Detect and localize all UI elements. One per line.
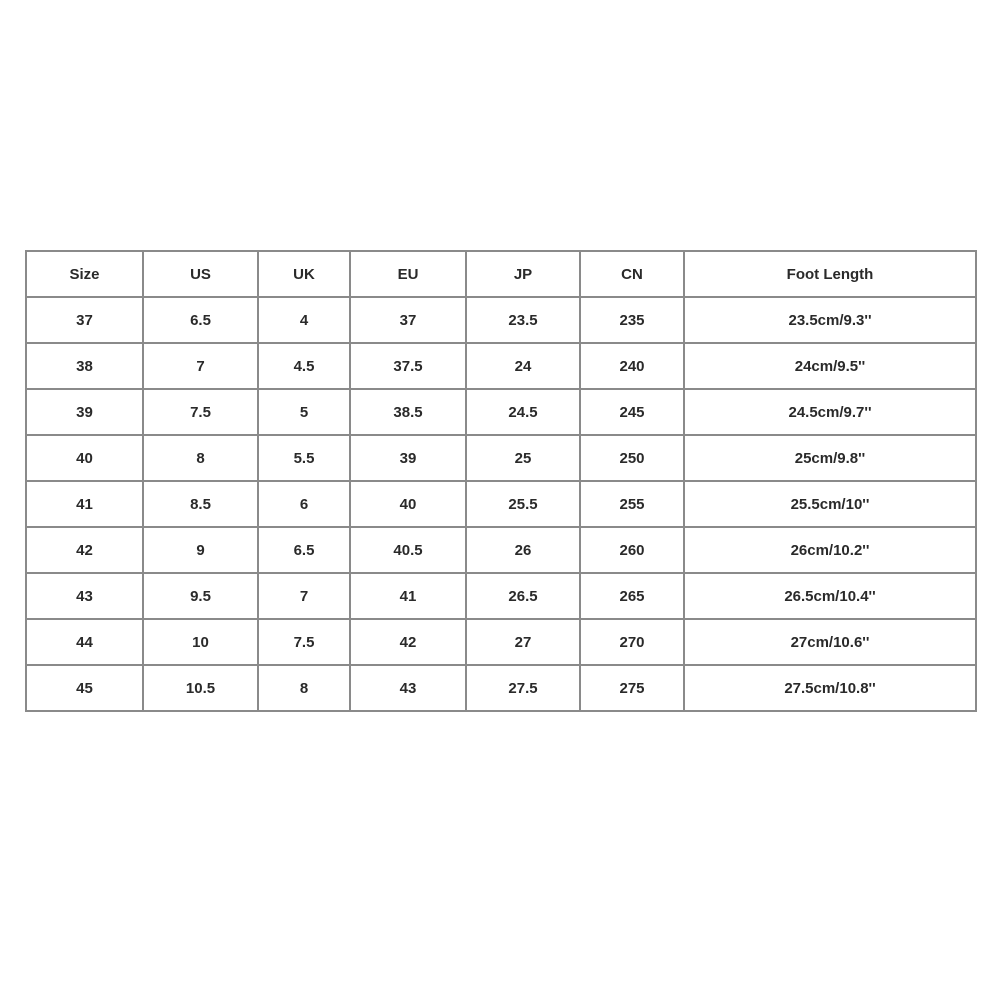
cell-eu: 37 (350, 297, 466, 343)
cell-size: 45 (26, 665, 143, 711)
cell-cn: 250 (580, 435, 684, 481)
cell-size: 39 (26, 389, 143, 435)
cell-foot-length: 26.5cm/10.4'' (684, 573, 976, 619)
header-us: US (143, 251, 258, 297)
table-row (26, 573, 976, 619)
table-row (26, 619, 976, 665)
table-row (26, 343, 976, 389)
cell-us: 8 (143, 435, 258, 481)
cell-cn: 235 (580, 297, 684, 343)
cell-jp: 25 (466, 435, 580, 481)
cell-us: 7 (143, 343, 258, 389)
header-size: Size (26, 251, 143, 297)
cell-eu: 42 (350, 619, 466, 665)
cell-eu: 40.5 (350, 527, 466, 573)
table-header (26, 251, 976, 297)
cell-us: 10 (143, 619, 258, 665)
cell-size: 42 (26, 527, 143, 573)
cell-eu: 38.5 (350, 389, 466, 435)
cell-uk: 8 (258, 665, 350, 711)
cell-jp: 25.5 (466, 481, 580, 527)
cell-cn: 270 (580, 619, 684, 665)
cell-size: 41 (26, 481, 143, 527)
table-row (26, 297, 976, 343)
cell-foot-length: 25.5cm/10'' (684, 481, 976, 527)
table-row (26, 389, 976, 435)
cell-cn: 265 (580, 573, 684, 619)
cell-uk: 4 (258, 297, 350, 343)
cell-uk: 6.5 (258, 527, 350, 573)
table-row (26, 435, 976, 481)
cell-jp: 26 (466, 527, 580, 573)
cell-us: 6.5 (143, 297, 258, 343)
cell-eu: 39 (350, 435, 466, 481)
cell-eu: 41 (350, 573, 466, 619)
cell-us: 7.5 (143, 389, 258, 435)
cell-size: 38 (26, 343, 143, 389)
cell-jp: 27 (466, 619, 580, 665)
cell-foot-length: 27cm/10.6'' (684, 619, 976, 665)
cell-eu: 37.5 (350, 343, 466, 389)
table-row (26, 665, 976, 711)
cell-us: 9.5 (143, 573, 258, 619)
cell-uk: 7.5 (258, 619, 350, 665)
cell-cn: 275 (580, 665, 684, 711)
cell-cn: 245 (580, 389, 684, 435)
header-foot-length: Foot Length (684, 251, 976, 297)
cell-uk: 5 (258, 389, 350, 435)
cell-size: 43 (26, 573, 143, 619)
cell-us: 8.5 (143, 481, 258, 527)
cell-cn: 240 (580, 343, 684, 389)
cell-foot-length: 24.5cm/9.7'' (684, 389, 976, 435)
table-row (26, 481, 976, 527)
table-row (26, 527, 976, 573)
cell-jp: 26.5 (466, 573, 580, 619)
cell-eu: 43 (350, 665, 466, 711)
cell-foot-length: 26cm/10.2'' (684, 527, 976, 573)
cell-uk: 5.5 (258, 435, 350, 481)
header-jp: JP (466, 251, 580, 297)
cell-us: 9 (143, 527, 258, 573)
header-uk: UK (258, 251, 350, 297)
cell-size: 44 (26, 619, 143, 665)
cell-foot-length: 27.5cm/10.8'' (684, 665, 976, 711)
cell-cn: 255 (580, 481, 684, 527)
cell-jp: 24.5 (466, 389, 580, 435)
size-chart-table (25, 250, 977, 712)
cell-foot-length: 24cm/9.5'' (684, 343, 976, 389)
cell-jp: 24 (466, 343, 580, 389)
header-eu: EU (350, 251, 466, 297)
cell-uk: 7 (258, 573, 350, 619)
cell-jp: 27.5 (466, 665, 580, 711)
cell-size: 37 (26, 297, 143, 343)
cell-foot-length: 23.5cm/9.3'' (684, 297, 976, 343)
cell-uk: 4.5 (258, 343, 350, 389)
header-cn: CN (580, 251, 684, 297)
cell-eu: 40 (350, 481, 466, 527)
cell-size: 40 (26, 435, 143, 481)
header-row (26, 251, 976, 297)
cell-uk: 6 (258, 481, 350, 527)
cell-jp: 23.5 (466, 297, 580, 343)
table-body (26, 297, 976, 711)
cell-us: 10.5 (143, 665, 258, 711)
cell-foot-length: 25cm/9.8'' (684, 435, 976, 481)
cell-cn: 260 (580, 527, 684, 573)
